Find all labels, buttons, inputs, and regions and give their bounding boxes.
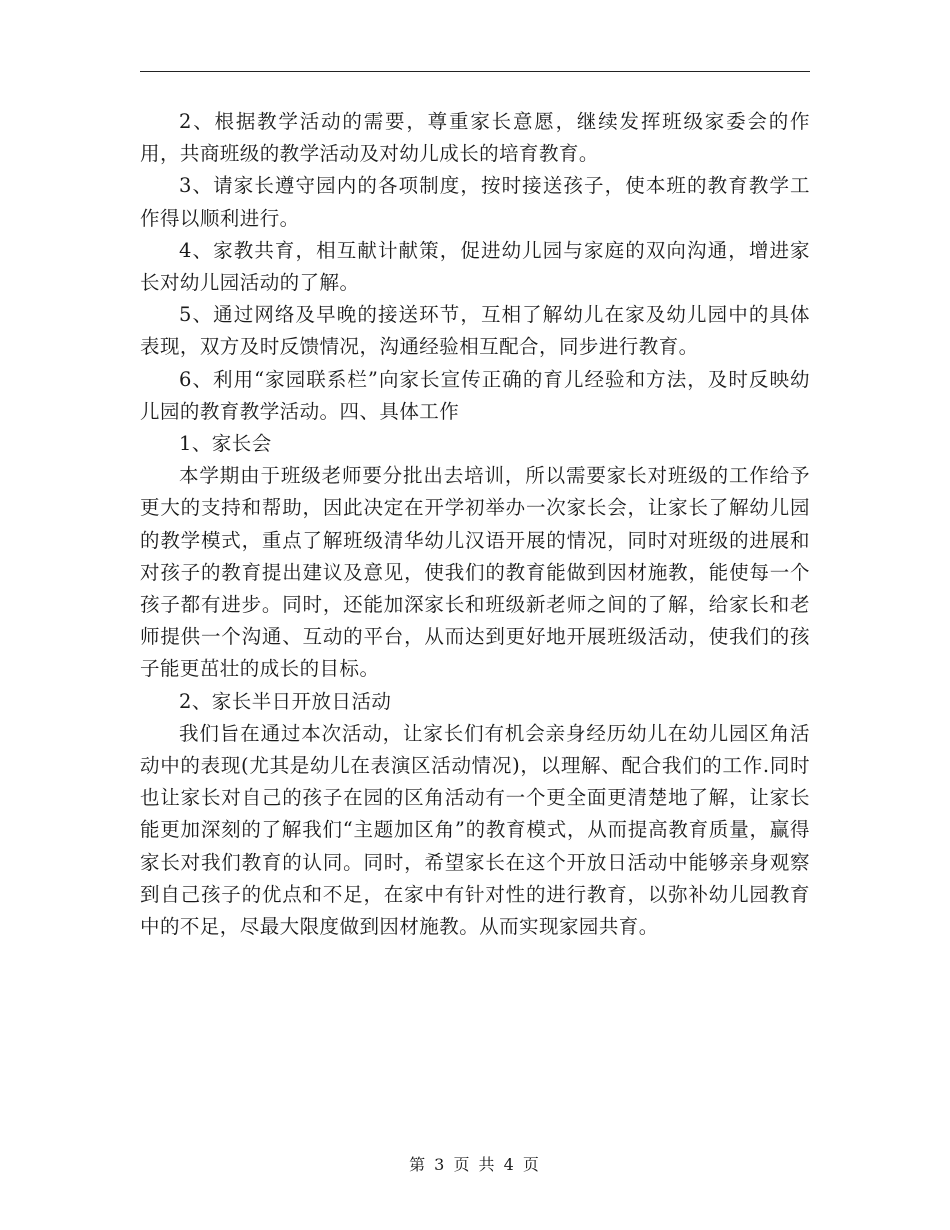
section-heading-parent-meeting: 1、家长会: [179, 432, 272, 456]
paragraph-item-5: 5、通过网络及早晚的接送环节，互相了解幼儿在家及幼儿园中的具体表现，双方及时反馈情况，沟通经验相互配合，同步进行教育。: [140, 303, 810, 359]
page-number-footer: 第 3 页 共 4 页: [409, 1155, 541, 1174]
paragraph-item-4: 4、家教共育，相互献计献策，促进幼儿园与家庭的双向沟通，增进家长对幼儿园活动的了解。: [140, 238, 810, 295]
header-divider: [140, 71, 810, 72]
paragraph-item-3: 3、请家长遵守园内的各项制度，按时接送孩子，使本班的教育教学工作得以顺利进行。: [140, 174, 810, 230]
paragraph-item-2: 2、根据教学活动的需要，尊重家长意愿，继续发挥班级家委会的作用，共商班级的教学活动及对幼儿成长的培育教育。: [140, 110, 810, 166]
paragraph-parent-meeting: 本学期由于班级老师要分批出去培训，所以需要家长对班级的工作给予更大的支持和帮助，因此决定在开学初举办一次家长会，让家长了解幼儿园的教学模式，重点了解班级清华幼儿汉语开展的情况，同时对班级的进展和对孩子的教育提出建议及意见，使我们的教育能做到因材施教，能使每一个孩子都有进步。同时，还能加深家长和班级新老师之间的了解，给家长和老师提供一个沟通、互动的平台，从而达到更好地开展班级活动，使我们的孩子能更茁壮的成长的目标。: [140, 464, 810, 681]
paragraph-item-6: 6、利用“家园联系栏”向家长宣传正确的育儿经验和方法，及时反映幼儿园的教育教学活动。四、具体工作: [140, 367, 810, 423]
section-heading-open-day: 2、家长半日开放日活动: [179, 689, 392, 713]
paragraph-open-day: 我们旨在通过本次活动，让家长们有机会亲身经历幼儿在幼儿园区角活动中的表现(尤其是幼儿在表演区活动情况)，以理解、配合我们的工作.同时也让家长对自己的孩子在园的区角活动有一个更全面更清楚地了解，让家长能更加深刻的了解我们“主题加区角”的教育模式，从而提高教育质量，赢得家长对我们教育的认同。同时，希望家长在这个开放日活动中能够亲身观察到自己孩子的优点和不足，在家中有针对性的进行教育，以弥补幼儿园教育中的不足，尽最大限度做到因材施教。从而实现家园共育。: [140, 721, 810, 939]
document-body: [140, 106, 810, 943]
